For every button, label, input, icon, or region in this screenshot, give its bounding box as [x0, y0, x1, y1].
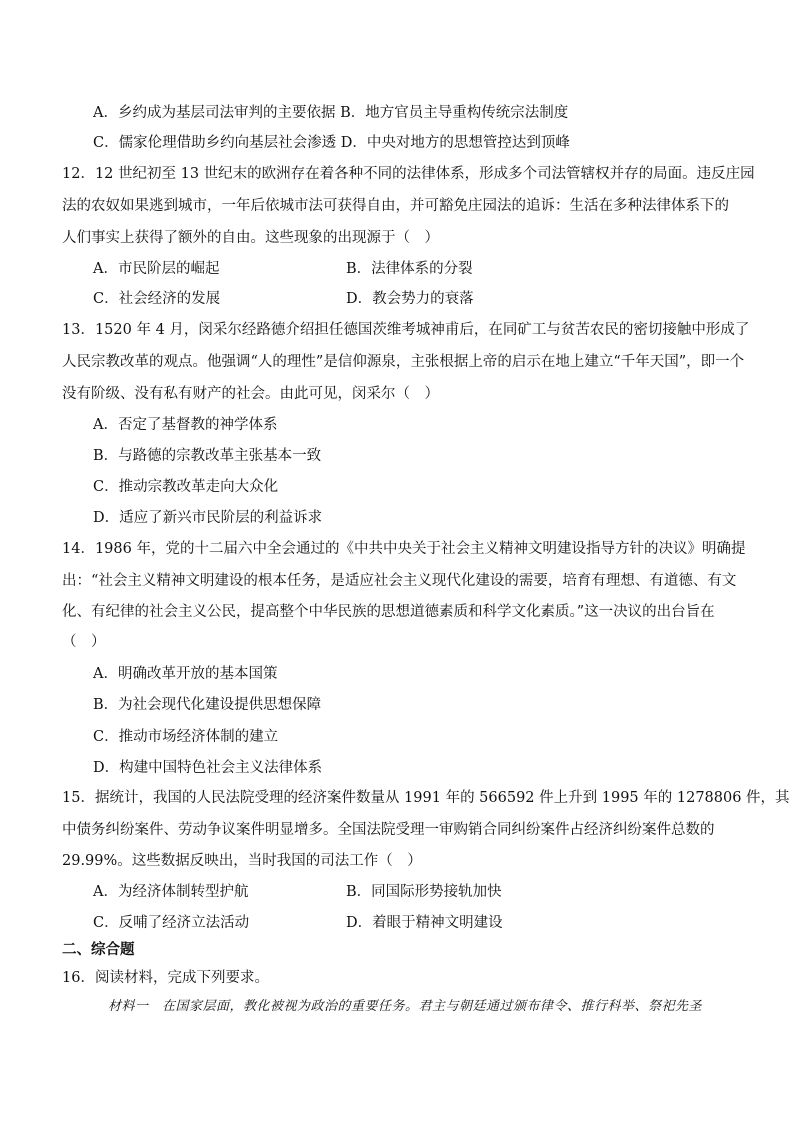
q13-stem-line-3: 没有阶级、没有私有财产的社会。由此可见，闵采尔（ ）: [62, 386, 439, 402]
q13-option-b: B．与路德的宗教改革主张基本一致: [93, 448, 322, 464]
q15-option-a: A．为经济体制转型护航: [93, 884, 249, 900]
q14-stem-line-2: 出：“社会主义精神文明建设的根本任务，是适应社会主义现代化建设的需要，培育有理想、有道德、有文: [62, 573, 737, 589]
q15-option-b: B．同国际形势接轨加快: [346, 884, 502, 900]
q13-option-d: D．适应了新兴市民阶层的利益诉求: [93, 510, 323, 526]
q13-option-c: C．推动宗教改革走向大众化: [93, 479, 279, 495]
q15-stem-line-1: 15．据统计，我国的人民法院受理的经济案件数量从 1991 年的 566592 件上升到 1995 年的 1278806 件，其: [62, 790, 790, 806]
q15-option-d: D．着眼于精神文明建设: [346, 915, 503, 931]
q11-option-row-cd: C．儒家伦理借助乡约向基层社会渗透 D．中央对地方的思想管控达到顶峰: [93, 135, 570, 151]
material-one: 材料一 在国家层面，教化被视为政治的重要任务。君主与朝廷通过颁布律令、推行科举、祭祀先圣: [108, 999, 703, 1014]
q13-stem-line-2: 人民宗教改革的观点。他强调“人的理性”是信仰源泉，主张根据上帝的启示在地上建立“千年天国”，即一个: [62, 354, 745, 370]
q12-stem-line-2: 法的农奴如果逃到城市，一年后依城市法可获得自由，并可豁免庄园法的追诉：生活在多种法律体系下的: [62, 198, 729, 214]
q16-intro: 16．阅读材料，完成下列要求。: [62, 970, 269, 986]
q14-option-d: D．构建中国特色社会主义法律体系: [93, 760, 323, 776]
q12-option-a: A．市民阶层的崛起: [93, 261, 220, 277]
q14-stem-line-3: 化、有纪律的社会主义公民，提高整个中华民族的思想道德素质和科学文化素质。”这一决议的出台旨在: [62, 604, 715, 620]
q12-option-c: C．社会经济的发展: [93, 291, 221, 307]
q14-stem-line-1: 14．1986 年，党的十二届六中全会通过的《中共中央关于社会主义精神文明建设指导方针的决议》明确提: [62, 541, 746, 557]
q11-option-row-ab: A．乡约成为基层司法审判的主要依据 B．地方官员主导重构传统宗法制度: [93, 105, 569, 121]
q14-option-b: B．为社会现代化建设提供思想保障: [93, 697, 322, 713]
q15-stem-line-3: 29.99%。这些数据反映出，当时我国的司法工作（ ）: [62, 853, 422, 869]
q13-option-a: A．否定了基督教的神学体系: [93, 417, 278, 433]
q12-stem-line-3: 人们事实上获得了额外的自由。这些现象的出现源于（ ）: [62, 230, 439, 246]
q14-stem-line-4: （ ）: [62, 634, 106, 650]
q15-option-c: C．反哺了经济立法活动: [93, 915, 250, 931]
section-heading: 二、综合题: [62, 941, 135, 958]
q14-option-a: A．明确改革开放的基本国策: [93, 666, 278, 682]
q12-stem-line-1: 12．12 世纪初至 13 世纪末的欧洲存在着各种不同的法律体系，形成多个司法管辖权并存的局面。违反庄园: [62, 166, 755, 182]
q14-option-c: C．推动市场经济体制的建立: [93, 729, 279, 745]
q12-option-b: B．法律体系的分裂: [346, 261, 473, 277]
q13-stem-line-1: 13．1520 年 4 月，闵采尔经路德介绍担任德国茨维考城神甫后，在同矿工与贫苦农民的密切接触中形成了: [62, 322, 750, 338]
q12-option-d: D．教会势力的衰落: [346, 291, 474, 307]
q15-stem-line-2: 中债务纠纷案件、劳动争议案件明显增多。全国法院受理一审购销合同纠纷案件占经济纠纷案件总数的: [62, 822, 715, 838]
